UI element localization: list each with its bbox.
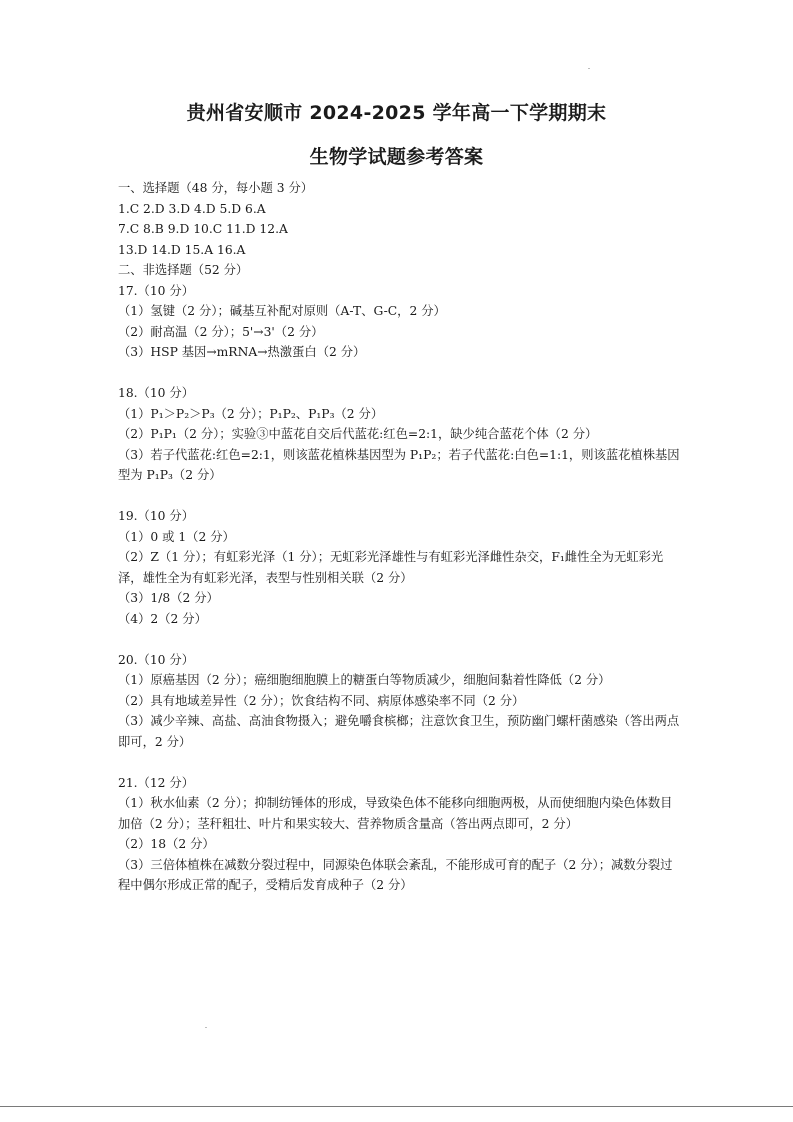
document-title: 贵州省安顺市 2024-2025 学年高一下学期期末 [186,102,607,124]
answer-line: （1）氢键（2 分）；碱基互补配对原则（A-T、G-C，2 分） [118,304,446,318]
question-heading: 21.（12 分） [118,775,195,790]
choice-answers-row: 13.D 14.D 15.A 16.A [118,242,246,257]
answer-line: （3）1/8（2 分） [118,591,219,605]
question-heading: 19.（10 分） [118,509,195,523]
scan-speck [205,1027,207,1028]
answer-line: （1）P₁＞P₂＞P₃（2 分）；P₁P₂、P₁P₃（2 分） [118,406,384,421]
answer-line: （3）若子代蓝花:红色=2:1，则该蓝花植株基因型为 P₁P₂；若子代蓝花:白色=1:1，则该蓝花植株基因型为 P₁P₃（2 分） [118,447,680,482]
question-heading: 17.（10 分） [118,283,195,298]
section-heading-choice: 一、选择题（48 分，每小题 3 分） [118,181,314,195]
scan-speck [588,68,590,69]
answer-line: （3）减少辛辣、高盐、高油食物摄入；避免嚼食槟榔；注意饮食卫生，预防幽门螺杆菌感染（答出两点即可，2 分） [118,714,680,749]
spacer [118,752,683,773]
answer-content [118,178,683,896]
answer-line: （2）耐高温（2 分）；5'→3'（2 分） [118,324,324,339]
answer-line: （1）0 或 1（2 分） [118,529,235,544]
spacer [118,486,683,507]
answer-line: （1）秋水仙素（2 分）；抑制纺锤体的形成，导致染色体不能移向细胞两极，从而使细胞内染色体数目加倍（2 分）；茎秆粗壮、叶片和果实较大、营养物质含量高（答出两点即可，2 分） [118,796,673,831]
answer-line: （1）原癌基因（2 分）；癌细胞细胞膜上的糖蛋白等物质减少，细胞间黏着性降低（2 分） [118,673,611,687]
answer-line: （2）具有地域差异性（2 分）；饮食结构不同、病原体感染率不同（2 分） [118,693,525,708]
answer-line: （2）Z（1 分）；有虹彩光泽（1 分）；无虹彩光泽雄性与有虹彩光泽雌性杂交，F₁雌性全为无虹彩光泽，雄性全为有虹彩光泽，表型与性别相关联（2 分） [118,550,664,585]
answer-line: （3）三倍体植株在减数分裂过程中，同源染色体联会紊乱，不能形成可育的配子（2 分）；减数分裂过程中偶尔形成正常的配子，受精后发育成种子（2 分） [118,857,673,892]
answer-line: （2）P₁P₁（2 分）；实验③中蓝花自交后代蓝花:红色=2:1，缺少纯合蓝花个体（2 分） [118,427,598,441]
answer-line: （2）18（2 分） [118,837,215,851]
question-heading: 18.（10 分） [118,386,195,400]
choice-answers-row: 1.C 2.D 3.D 4.D 5.D 6.A [118,201,266,216]
spacer [118,629,683,650]
question-heading: 20.（10 分） [118,652,195,667]
document-subtitle: 生物学试题参考答案 [309,146,484,168]
choice-answers-row: 7.C 8.B 9.D 10.C 11.D 12.A [118,222,288,236]
section-heading-nonchoice: 二、非选择题（52 分） [118,263,249,277]
spacer [118,363,683,384]
answer-line: （4）2（2 分） [118,611,207,626]
page-bottom-rule [0,1106,793,1107]
answer-line: （3）HSP 基因→mRNA→热激蛋白（2 分） [118,345,366,359]
